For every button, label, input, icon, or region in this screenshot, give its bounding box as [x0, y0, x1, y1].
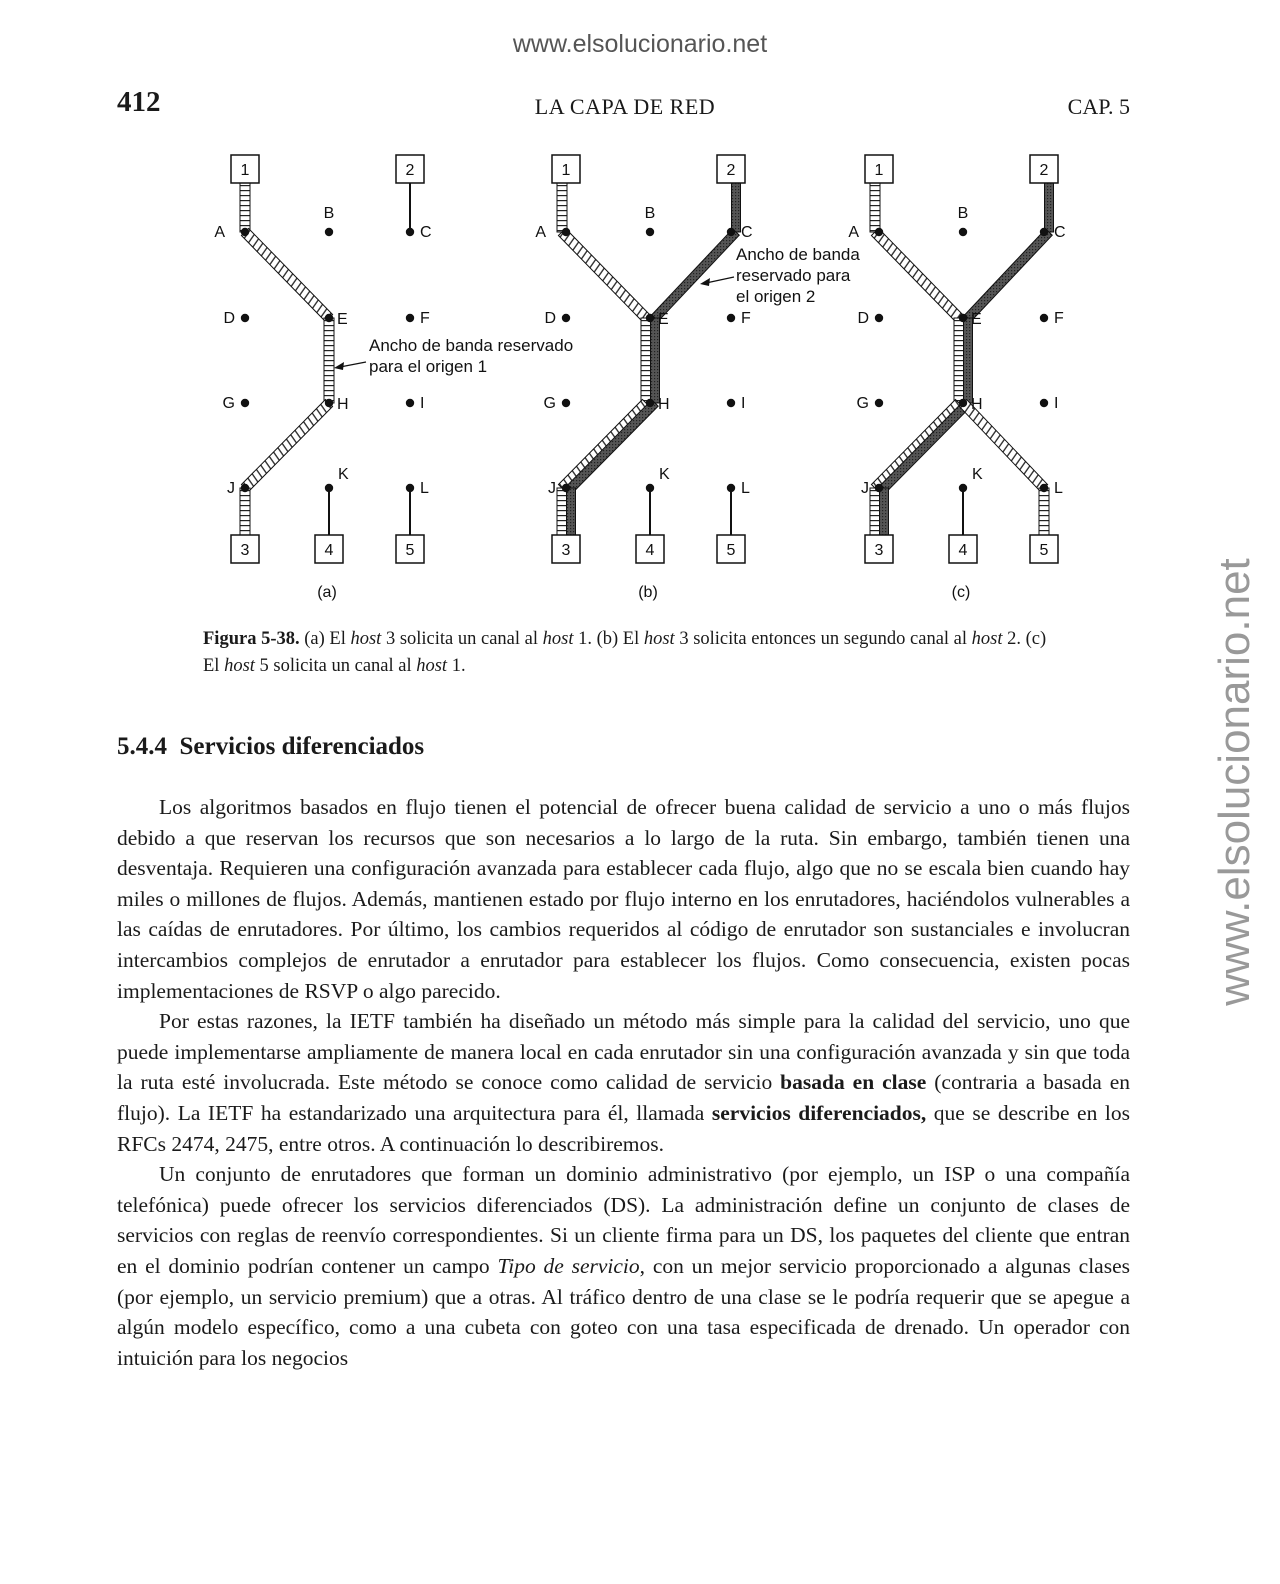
router-node-h — [646, 399, 654, 407]
router-node-i — [1040, 399, 1048, 407]
router-label-k: K — [338, 466, 349, 483]
router-label-b: B — [323, 205, 335, 222]
router-node-a — [875, 228, 883, 236]
host-label-5: 5 — [1039, 542, 1049, 559]
reserved-bandwidth-segment — [568, 400, 658, 491]
router-label-l: L — [741, 480, 750, 497]
router-label-j: J — [548, 480, 556, 497]
router-label-c: C — [1054, 224, 1066, 241]
reserved-bandwidth-segment — [871, 399, 962, 491]
router-node-d — [562, 314, 570, 322]
router-node-j — [241, 484, 249, 492]
router-label-k: K — [972, 466, 983, 483]
figure-caption: Figura 5-38. (a) El host 3 solicita un canal al host 1. (b) El host 3 solicita entonces un segundo canal al host 2. (c) El host 5 solicita un canal al host 1. — [203, 629, 1047, 676]
router-label-l: L — [1054, 480, 1063, 497]
router-node-j — [562, 484, 570, 492]
caption-label: Figura 5-38. — [203, 629, 300, 649]
router-node-e — [959, 314, 967, 322]
figure-panel-b — [535, 155, 860, 601]
router-label-g: G — [543, 395, 556, 412]
router-label-i: I — [1054, 395, 1059, 412]
router-node-h — [325, 399, 333, 407]
reserved-bandwidth-segment — [324, 318, 334, 403]
host-label-2: 2 — [726, 162, 736, 179]
router-label-c: C — [741, 224, 753, 241]
router-label-e: E — [971, 311, 982, 328]
router-node-f — [1040, 314, 1048, 322]
router-label-j: J — [227, 480, 235, 497]
router-node-k — [959, 484, 967, 492]
router-label-i: I — [420, 395, 425, 412]
watermark-side: www.elsolucionario.net — [1210, 558, 1259, 1006]
router-node-c — [727, 228, 735, 236]
router-node-k — [325, 484, 333, 492]
router-node-e — [646, 314, 654, 322]
annotation-line: el origen 2 — [736, 287, 816, 306]
router-node-l — [1040, 484, 1048, 492]
router-node-h — [959, 399, 967, 407]
paragraph: Un conjunto de enrutadores que forman un dominio administrativo (por ejemplo, un ISP o una compañía telefónica) puede ofrecer los servicios diferenciados (DS). La administración define un conjunto de clases de servicios con reglas de reenvío correspondientes. Si un cliente firma para un DS, los paquetes del cliente que entran en el dominio podrían contener un campo Tipo de servicio, con un mejor servicio proporcionado a algunas clases (por ejemplo, un servicio premium) que a otras. Al tráfico dentro de una clase se le podría requerir que se apegue a algún modelo específico, como a una cubeta con goteo con una tasa especificada de drenado. Un operador con intuición para los negocios — [117, 1162, 1130, 1370]
reserved-bandwidth-segment — [558, 399, 649, 491]
router-node-g — [875, 399, 883, 407]
router-label-f: F — [420, 310, 430, 327]
router-label-i: I — [741, 395, 746, 412]
panel-label: (a) — [317, 584, 337, 601]
reserved-bandwidth-segment — [641, 318, 651, 403]
reserved-bandwidth-segment — [651, 318, 660, 403]
router-node-g — [562, 399, 570, 407]
reserved-bandwidth-segment — [964, 318, 973, 403]
reserved-bandwidth-segment — [558, 229, 649, 322]
router-label-h: H — [971, 396, 983, 413]
router-label-h: H — [337, 396, 349, 413]
figure-5-38 — [0, 140, 1280, 620]
reserved-bandwidth-segment — [241, 229, 332, 322]
host-label-4: 4 — [645, 542, 655, 559]
section-number: 5.4.4 — [117, 733, 167, 760]
router-node-b — [646, 228, 654, 236]
router-label-l: L — [420, 480, 429, 497]
annotation-line: Ancho de banda reservado — [369, 336, 574, 355]
router-label-j: J — [861, 480, 869, 497]
router-label-g: G — [856, 395, 869, 412]
router-label-a: A — [535, 224, 546, 241]
reserved-bandwidth-segment — [881, 400, 971, 491]
router-label-f: F — [741, 310, 751, 327]
router-label-h: H — [658, 396, 670, 413]
reserved-bandwidth-segment — [965, 229, 1053, 321]
body-text — [117, 792, 1130, 1373]
annotation-line: para el origen 1 — [369, 357, 488, 376]
router-node-e — [325, 314, 333, 322]
router-node-d — [875, 314, 883, 322]
router-label-f: F — [1054, 310, 1064, 327]
panel-label: (b) — [638, 584, 658, 601]
router-label-e: E — [337, 311, 348, 328]
reserved-bandwidth-segment — [871, 229, 962, 322]
host-label-3: 3 — [874, 542, 884, 559]
page-number: 412 — [117, 86, 161, 118]
host-label-2: 2 — [405, 162, 415, 179]
paragraph: Los algoritmos basados en flujo tienen el potencial de ofrecer buena calidad de servicio a uno o más flujos debido a que reservan los recursos que son necesarios a lo largo de la ruta. Sin embargo, también tienen una desventaja. Requieren una configuración avanzada para establecer cada flujo, algo que no se escala bien cuando hay miles o millones de flujos. Además, mantienen estado por flujo interno en los enrutadores, haciéndolos vulnerables a las caídas de enrutadores. Por último, los cambios requeridos al código de enrutador son sustanciales e involucran intercambios complejos de enrutador a enrutador para establecer los flujos. Como consecuencia, existen pocas implementaciones de RSVP o algo parecido. — [117, 795, 1130, 1003]
router-node-l — [406, 484, 414, 492]
annotation-arrow — [706, 277, 734, 283]
running-title: LA CAPA DE RED — [534, 94, 716, 119]
annotation-line: reservado para — [736, 266, 851, 285]
router-node-b — [959, 228, 967, 236]
reserved-bandwidth-segment — [241, 399, 332, 491]
router-label-k: K — [659, 466, 670, 483]
panel-label: (c) — [951, 584, 971, 601]
router-node-f — [406, 314, 414, 322]
router-label-b: B — [957, 205, 969, 222]
figure-panel-a — [214, 155, 573, 601]
host-label-5: 5 — [726, 542, 736, 559]
router-node-c — [1040, 228, 1048, 236]
host-label-3: 3 — [240, 542, 250, 559]
router-label-d: D — [223, 310, 235, 327]
annotation-arrowhead — [334, 362, 344, 370]
reserved-bandwidth-segment — [954, 318, 964, 403]
router-node-i — [406, 399, 414, 407]
router-label-b: B — [644, 205, 656, 222]
router-node-j — [875, 484, 883, 492]
host-label-4: 4 — [958, 542, 968, 559]
host-label-2: 2 — [1039, 162, 1049, 179]
host-label-1: 1 — [240, 162, 250, 179]
router-label-a: A — [848, 224, 859, 241]
section-heading — [117, 733, 424, 761]
router-node-b — [325, 228, 333, 236]
annotation-arrowhead — [700, 278, 710, 286]
reserved-bandwidth-segment — [652, 229, 740, 321]
router-label-a: A — [214, 224, 225, 241]
router-label-e: E — [658, 311, 669, 328]
router-node-a — [562, 228, 570, 236]
host-label-4: 4 — [324, 542, 334, 559]
router-node-f — [727, 314, 735, 322]
host-label-1: 1 — [561, 162, 571, 179]
router-node-a — [241, 228, 249, 236]
router-node-c — [406, 228, 414, 236]
watermark-top: www.elsolucionario.net — [512, 30, 768, 58]
host-label-5: 5 — [405, 542, 415, 559]
router-node-g — [241, 399, 249, 407]
host-label-3: 3 — [561, 542, 571, 559]
router-node-k — [646, 484, 654, 492]
router-node-i — [727, 399, 735, 407]
annotation-line: Ancho de banda — [736, 245, 860, 264]
router-node-l — [727, 484, 735, 492]
router-node-d — [241, 314, 249, 322]
router-label-d: D — [544, 310, 556, 327]
paragraph: Por estas razones, la IETF también ha diseñado un método más simple para la calidad del servicio, uno que puede implementarse ampliamente de manera local en cada enrutador sin una configuración avanzada y sin que toda la ruta esté involucrada. Este método se conoce como calidad de servicio basada en clase (contraria a basada en flujo). La IETF ha estandarizado una arquitectura para él, llamada servicios diferenciados, que se describe en los RFCs 2474, 2475, entre otros. A continuación lo describiremos. — [117, 1009, 1130, 1156]
section-title: Servicios diferenciados — [179, 733, 425, 760]
router-label-d: D — [857, 310, 869, 327]
figure-panel-c — [848, 155, 1065, 601]
router-label-c: C — [420, 224, 432, 241]
chapter-reference: CAP. 5 — [1067, 94, 1130, 119]
host-label-1: 1 — [874, 162, 884, 179]
router-label-g: G — [222, 395, 235, 412]
